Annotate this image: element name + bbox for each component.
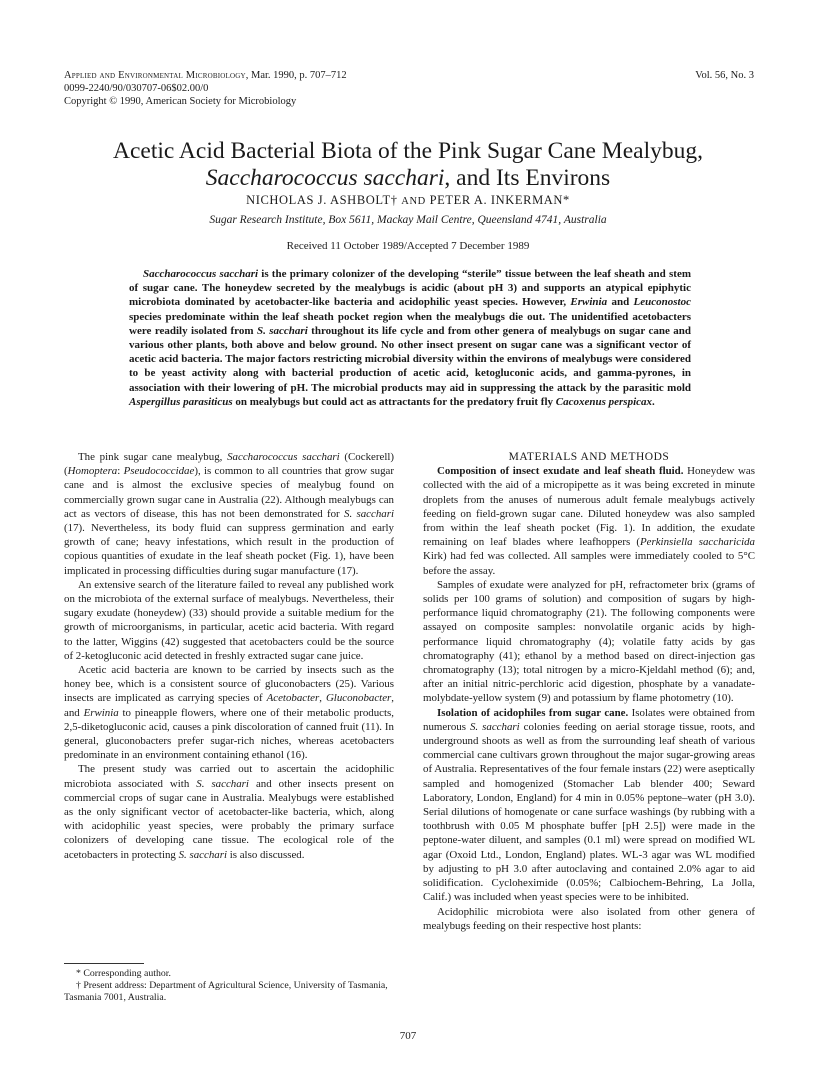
intro-paragraph-1: The pink sugar cane mealybug, Saccharococcus sacchari (Cockerell) (Homoptera: Pseudococcidae), is common to all countries that grow sugar cane and is almost the exclusive species of mealybug found on commercially grown sugar cane in Australia (22). Although mealybugs can act as vectors of disease, this has not been demonstrated for S. sacchari (17). Nevertheless, its body fluid can suppress germination and early growth of cane; heavy infestations, which result in the production of copious quantities of exudate in the leaf sheath pocket (Fig. 1), have been implicated in processing difficulties during sugar manufacture (17). [64,451,394,577]
title-line-2-rest: , and Its Environs [444,165,611,191]
methods-paragraph-1: Composition of insect exudate and leaf sheath fluid. Honeydew was collected with the aid of a micropipette as it was being excreted in minute droplets from the anuses of numerous adult female mealybugs actively feeding on field-grown sugar cane. Diluted honeydew was also sampled from within the leaf sheath pocket (Fig. 1). In addition, the exudate remaining on leaf blades where leafhoppers (Perkinsiella saccharicida Kirk) had fed was collected. All samples were immediately cooled to 5°C before the assay. [423,465,755,577]
intro-paragraph-2: An extensive search of the literature failed to reveal any published work on the microbiota of the external surface of mealybugs. Nevertheless, their sugary exudate (honeydew) (33) should provide a suitable medium for the growth of microorganisms, in particular, acetic acid bacteria. With regard to the latter, Wiggins (42) suggested that acetobacters could be the source of 2-ketogluconic acid detected in freshly extracted sugar cane juice. [64,578,394,662]
author-1: NICHOLAS J. ASHBOLT† [246,193,398,207]
abstract [129,267,691,409]
abstract-text-1: is the primary colonizer of the developing “sterile” tissue between the leaf sheath and stem of sugar cane. The honeydew secreted by the mealybugs is acidic (about pH 3) and supports an atypical epiphytic microbiota dominated by acetobacter-like bacteria and acidophilic yeast species. However, [129,268,691,309]
author-2: PETER A. INKERMAN* [429,193,570,207]
abstract-text-2: species predominate within the leaf sheath pocket region when the mealybugs die out. The unidentified acetobacters were readily isolated from [129,310,691,337]
section-heading-methods: MATERIALS AND METHODS [508,451,670,463]
journal-date: , Mar. 1990, p. 707–712 [245,70,347,81]
abstract-species: Saccharococcus sacchari [143,268,259,280]
left-column [64,450,394,862]
abstract-aspergillus: Aspergillus parasiticus [129,395,233,408]
title-species: Saccharococcus sacchari [205,165,445,191]
subheading-isolation: Isolation of acidophiles from sugar cane. [437,706,629,719]
journal-name: Applied and Environmental Microbiology [64,70,246,81]
footnotes [64,963,394,1004]
article-code: 0099-2240/90/030707-06$02.00/0 [64,83,209,94]
intro-paragraph-4: The present study was carried out to ascertain the acidophilic microbiota associated with S. sacchari and other insects present on commercial crops of sugar cane in Australia. Mealybugs were established as the only significant vector of acetobacter-like bacteria, which, along with acidophilic yeast species, were probably the primary surface colonizers of developing cane tissue. The ecological role of the acetobacters in protecting S. sacchari is also discussed. [64,763,394,861]
abstract-erwinia: Erwinia [570,296,608,309]
subheading-composition: Composition of insect exudate and leaf sheath fluid. [437,465,684,478]
abstract-and: and [607,296,634,309]
article-title [40,138,776,192]
title-line-2 [40,165,776,192]
footnote-corresponding: * Corresponding author. [76,968,171,979]
received-dates: Received 11 October 1989/Accepted 7 December 1989 [286,240,530,252]
methods-paragraph-2: Samples of exudate were analyzed for pH, refractometer brix (grams of solids per 100 grams of solution) and composition of sugars by high-performance liquid chromatography (21). The following components were assayed on composite samples: nonvolatile organic acids by high-performance liquid chromatography (4); volatile fatty acids by gas chromatography (41); ethanol by a method based on direct-injection gas chromatography (13); total nitrogen by a micro-Kjeldahl method (6); and, after an initial nitric-perchloric acid digestion, phosphate by a vanadate-molybdate-yellow system (9) and potassium by flame photometry (10). [423,578,755,705]
abstract-text-5: . [652,395,655,408]
affiliation: Sugar Research Institute, Box 5611, Mackay Mail Centre, Queensland 4741, Australia [209,214,607,226]
abstract-s-sacchari: S. sacchari [256,324,308,337]
volume-issue: Vol. 56, No. 3 [695,70,754,81]
author-line [40,193,776,208]
methods-paragraph-4: Acidophilic microbiota were also isolated from other genera of mealybugs feeding on their respective host plants: [423,905,755,932]
abstract-text-4: on mealybugs but could act as attractants for the predatory fruit fly [232,395,556,408]
journal-citation [64,70,347,83]
author-conjunction: AND [401,196,426,207]
abstract-text-3: throughout its life cycle and from other genera of mealybugs on sugar cane and various other plants, both above and below ground. No other insect present on sugar cane was a significant vector of acetic acid bacteria. The major factors restricting microbial diversity within the environs of mealybugs were considered to be yeast activity along with bacterial production of acetic acid, ketogluconic acids, and gamma-pyrones, in association with their lowering of pH. The microbial products may aid in suppressing the attack by the parasitic mold [129,324,691,394]
copyright-line: Copyright © 1990, American Society for Microbiology [64,96,297,107]
title-line-1: Acetic Acid Bacterial Biota of the Pink Sugar Cane Mealybug, [113,138,703,164]
page-number: 707 [399,1030,417,1042]
methods-paragraph-3: Isolation of acidophiles from sugar cane. Isolates were obtained from numerous S. sacchari colonies feeding on aerial storage tissue, roots, and underground shoots as well as from the surrounding leaf sheath of various commercial cane cultivars grown throughout the major sugar-growing areas of Australia. Representatives of the four female instars (22) were aseptically sampled and homogenized (Stomacher Lab blender 400; Seward Laboratory, London, England) for 4 min in 0.05% peptone–water (pH 3.0). Serial dilutions of homogenate or cane surface washings (by rubbing with a toothbrush with 0.05 M phosphate buffer [pH 2.5]) were made in the peptone-water diluent, and samples (0.1 ml) were spread on modified WL agar (Oxoid Ltd., London, England) plates. WL-3 agar was WL modified by adjusting to pH 3.0 after autoclaving and contained 2.0% agar to aid solidification. Cycloheximide (0.05%; Calbiochem-Behring, La Jolla, Calif.) was included when yeast species were to be inhibited. [423,706,755,904]
footnote-rule [64,963,144,964]
footnote-present-address: † Present address: Department of Agricultural Science, University of Tasmania, Tasmania 7001, Australia. [64,980,388,1003]
abstract-cacoxenus: Cacoxenus perspicax [555,395,653,408]
right-column [423,450,755,933]
intro-paragraph-3: Acetic acid bacteria are known to be carried by insects such as the honey bee, which is a consistent source of gluconobacters (25). Various insects are implicated as carrying species of Acetobacter, Gluconobacter, and Erwinia to pineapple flowers, where one of their metabolic products, 2,5-diketogluconic acid, causes a pink discoloration of canned fruit (11). In general, gluconobacters prefer sugar-rich niches, whereas acetobacters predominate in an environment containing ethanol (16). [64,664,394,762]
abstract-leuconostoc: Leuconostoc [633,296,691,309]
